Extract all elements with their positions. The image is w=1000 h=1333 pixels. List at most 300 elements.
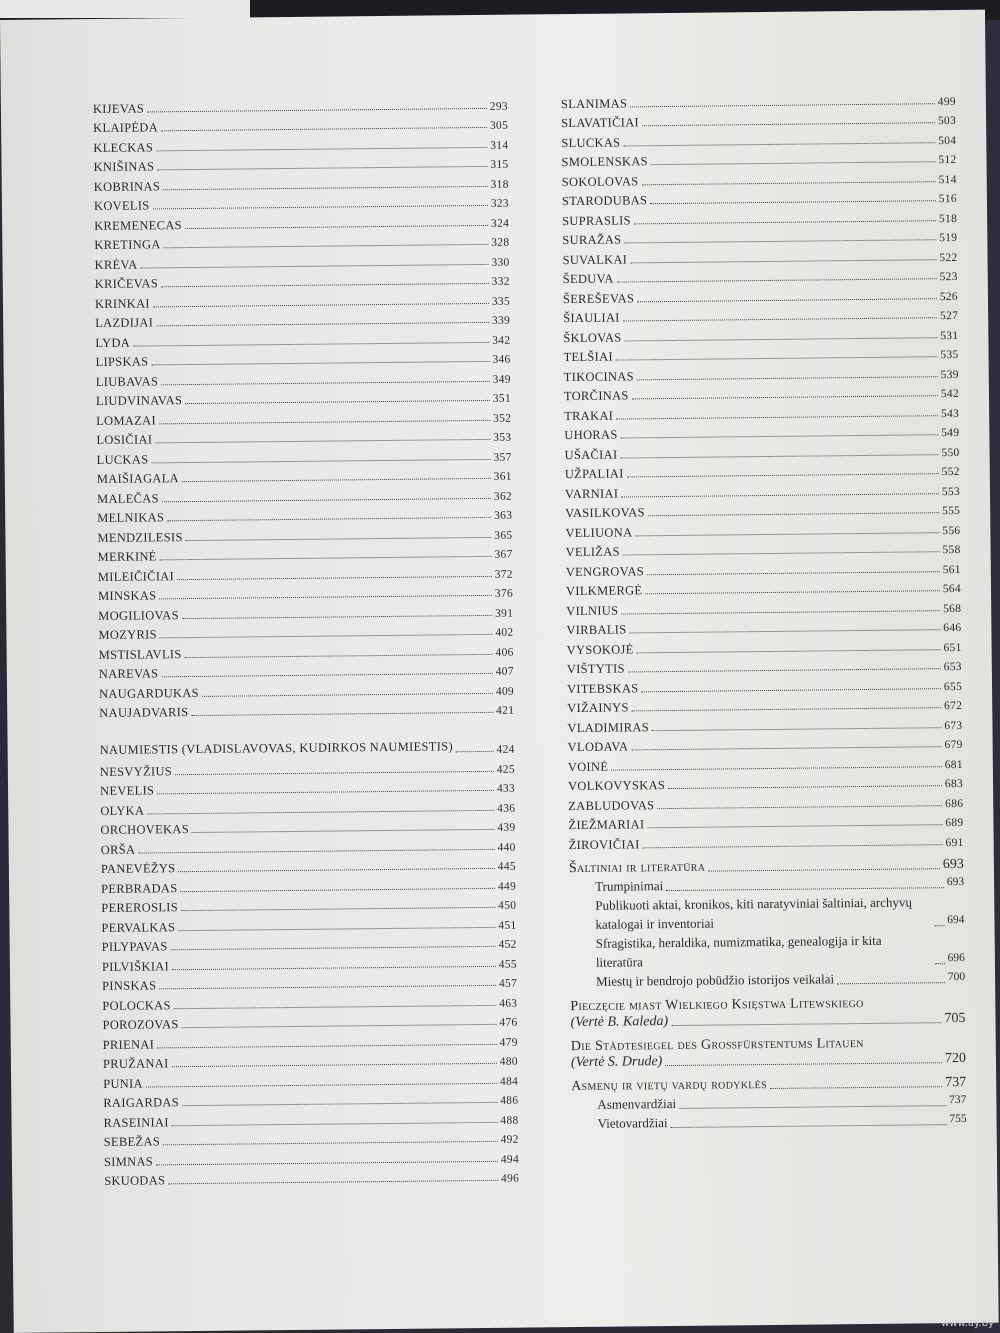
town-name: ORŠA — [100, 842, 136, 857]
page-number: 526 — [939, 290, 959, 303]
section-title: Asmenų ir vietų vardų rodyklės — [571, 1076, 767, 1094]
town-name: VLODAVA — [567, 739, 629, 755]
page-number: 755 — [949, 1112, 967, 1125]
page-number: 332 — [491, 275, 510, 288]
leader-dots — [182, 478, 491, 482]
leader-dots — [621, 610, 940, 614]
page-number: 463 — [499, 997, 518, 1010]
leader-dots — [156, 146, 487, 150]
town-name: KIJEVAS — [92, 100, 145, 116]
town-name: VARNIAI — [564, 486, 619, 501]
town-name: SEBEŽAS — [103, 1134, 161, 1149]
toc-entry — [104, 1165, 519, 1189]
leader-dots — [627, 473, 939, 477]
page-number: 492 — [500, 1133, 519, 1146]
leader-dots — [163, 185, 488, 189]
leader-dots — [637, 649, 941, 653]
leader-dots — [185, 400, 490, 404]
page-number: 527 — [939, 309, 959, 323]
page-number: 549 — [941, 426, 960, 440]
town-name: SUVALKAI — [562, 251, 628, 267]
subsection-title: Vietovardžiai — [597, 1114, 668, 1131]
leader-dots — [624, 239, 936, 243]
town-name: SLAVATIČIAI — [561, 115, 640, 131]
page-number: 433 — [496, 782, 516, 795]
town-name: VILKMERGĖ — [565, 583, 643, 599]
page-number: 449 — [497, 880, 517, 893]
page-number: 700 — [947, 970, 966, 983]
leader-dots — [181, 907, 495, 911]
town-name: SKUODAS — [104, 1173, 166, 1188]
leader-dots — [642, 688, 941, 692]
leader-dots — [164, 244, 489, 248]
leader-dots — [172, 1121, 498, 1125]
leader-dots — [157, 1043, 496, 1048]
town-name: LOSIČIAI — [96, 432, 153, 448]
town-name: RAIGARDAS — [103, 1095, 180, 1110]
page-number: 558 — [942, 543, 961, 557]
page-number: 568 — [942, 602, 962, 615]
town-name: KRĖVA — [94, 257, 138, 272]
town-name: ORCHOVEKAS — [100, 822, 189, 837]
subsection-title: Sfragistika, heraldika, numizmatika, genealogija ir kita literatūra — [595, 932, 882, 970]
town-name: KRIČEVAS — [94, 276, 159, 292]
page-number: 693 — [946, 875, 965, 888]
page-number: 480 — [499, 1055, 518, 1068]
page-number: 357 — [493, 451, 512, 464]
page-number: 494 — [500, 1153, 520, 1166]
town-name: NAUGARDUKAS — [98, 685, 199, 701]
leader-dots — [151, 361, 489, 366]
town-name: VOLKOVYSKAS — [567, 778, 666, 794]
leader-dots — [160, 556, 492, 560]
subsection-title: Trumpinimai — [595, 877, 664, 894]
leader-dots — [623, 551, 940, 555]
leader-dots — [157, 166, 487, 170]
section-title: Die Städtesiegel des Großfürstentums Litauen — [570, 1035, 864, 1054]
leader-dots — [182, 1024, 497, 1028]
town-name: MOZYRIS — [98, 627, 157, 643]
town-name: PINSKAS — [102, 978, 157, 993]
page-number: 681 — [944, 758, 963, 771]
page-number: 409 — [495, 685, 515, 698]
town-name: MALEČAS — [96, 490, 159, 506]
page-number: 523 — [939, 270, 958, 284]
page-number: 328 — [491, 236, 510, 249]
leader-dots — [631, 746, 941, 750]
leader-dots — [177, 575, 492, 579]
page-number: 694 — [947, 913, 965, 926]
leader-dots — [648, 512, 939, 516]
town-name: LOMAZAI — [96, 412, 157, 428]
town-name: TELŠIAI — [563, 349, 613, 365]
town-name: KLAIPĖDA — [93, 120, 159, 136]
leader-dots — [174, 1004, 496, 1008]
section-german-summary — [571, 1034, 966, 1070]
page-number: 436 — [497, 802, 516, 815]
leader-dots — [621, 434, 939, 438]
town-name: LIPSKAS — [95, 354, 149, 370]
town-name: UŠAČIAI — [564, 447, 618, 462]
page-number: 488 — [500, 1114, 519, 1127]
page-number: 512 — [938, 153, 957, 167]
page-number: 686 — [945, 797, 964, 810]
leader-dots — [643, 844, 943, 848]
page-number: 421 — [496, 704, 515, 717]
leader-dots — [161, 380, 489, 384]
leader-dots — [153, 205, 488, 210]
leader-dots — [185, 653, 493, 657]
leader-dots — [642, 181, 936, 185]
page-number: 720 — [944, 1050, 967, 1066]
page-number: 514 — [938, 173, 957, 186]
leader-dots — [634, 220, 936, 224]
leader-dots — [630, 259, 936, 263]
page-number: 522 — [939, 251, 958, 264]
town-name: LUCKAS — [96, 451, 149, 467]
leader-dots — [837, 982, 945, 984]
page-number: 352 — [492, 412, 512, 425]
leader-dots — [621, 493, 939, 497]
page-number: 457 — [498, 977, 518, 990]
town-name: VLADIMIRAS — [567, 719, 649, 735]
leader-dots — [668, 785, 942, 789]
town-name: PRIENAI — [102, 1036, 155, 1052]
page-number: 346 — [492, 353, 511, 366]
leader-dots — [146, 1082, 497, 1087]
leader-dots — [159, 595, 491, 599]
town-name: NESVYŽIUS — [99, 763, 173, 779]
page-number: 504 — [938, 134, 957, 147]
leader-dots — [628, 668, 941, 672]
town-name: ŠEREŠEVAS — [562, 290, 635, 306]
town-name: MOGILIOVAS — [98, 607, 179, 623]
town-name: NAUJADVARIS — [99, 705, 189, 720]
leader-dots — [202, 692, 493, 696]
town-name: ŠIAULIAI — [563, 310, 620, 326]
town-name: PANEVĖŽYS — [100, 861, 176, 876]
leader-dots — [679, 1105, 946, 1109]
page-number: 655 — [943, 680, 963, 693]
leader-dots — [616, 415, 938, 419]
town-name: PEREROSLIS — [101, 900, 179, 915]
leader-dots — [180, 887, 494, 891]
page-number: 561 — [942, 563, 961, 576]
leader-dots — [172, 965, 496, 969]
leader-dots — [645, 590, 940, 594]
page-number: 693 — [942, 856, 964, 872]
leader-dots — [171, 946, 496, 950]
leader-dots — [147, 107, 487, 112]
town-name: UŽPALIAI — [564, 466, 624, 482]
town-name: VIŽAINYS — [567, 700, 629, 716]
town-name: NEVELIS — [100, 783, 155, 798]
page-number: 646 — [943, 621, 962, 635]
leader-dots — [647, 824, 942, 828]
page-number: 367 — [494, 548, 513, 561]
town-name: ŽIEŽMARIAI — [568, 817, 645, 833]
town-name: PERVALKAS — [101, 919, 176, 935]
town-name: PERBRADAS — [101, 880, 178, 896]
town-name: SLUCKAS — [561, 135, 621, 150]
town-name: SOKOLOVAS — [561, 173, 639, 189]
page-number: 696 — [947, 951, 965, 964]
page-number: 531 — [940, 329, 959, 342]
town-name: PILYPAVAS — [101, 939, 168, 954]
leader-dots — [185, 224, 488, 228]
subsection-title: Publikuoti aktai, kronikos, kiti naratyviniai šaltiniai, archyvų katalogai ir inventoriai — [595, 893, 913, 932]
page-number: 564 — [942, 582, 962, 596]
town-name: KRINKAI — [94, 295, 150, 311]
leader-dots — [182, 614, 492, 618]
town-name: SURAŽAS — [562, 232, 622, 248]
page-number: 351 — [492, 392, 512, 405]
town-name: VENGROVAS — [565, 563, 645, 579]
leader-dots — [708, 868, 940, 871]
leader-dots — [186, 536, 492, 540]
town-name: VELIUONA — [565, 524, 633, 540]
toc-right-column — [561, 88, 967, 1133]
page-number: 391 — [495, 607, 514, 620]
page-number: 737 — [945, 1074, 967, 1090]
toc-left-column — [93, 93, 519, 1189]
town-name: SLANIMAS — [560, 95, 628, 111]
leader-dots — [647, 571, 940, 575]
town-name: KOBRINAS — [93, 178, 161, 194]
town-name: SIMNAS — [103, 1153, 154, 1169]
subsection-item — [597, 1109, 966, 1132]
town-name: STARODUBAS — [561, 193, 648, 209]
leader-dots — [620, 454, 938, 458]
page-number: 376 — [494, 587, 514, 600]
leader-dots — [147, 809, 494, 814]
town-name: SMOLENSKAS — [561, 154, 648, 170]
town-name: MELNIKAS — [97, 510, 165, 526]
subsection-item — [596, 929, 965, 971]
leader-dots — [192, 829, 494, 833]
page-number: 349 — [492, 373, 511, 386]
leader-dots — [616, 356, 938, 360]
subsection-title: Miestų ir bendrojo pobūdžio istorijos veikalai — [596, 970, 835, 989]
town-name: PRUŽANAI — [102, 1056, 169, 1071]
leader-dots — [153, 302, 489, 307]
page-number: 553 — [941, 485, 961, 498]
leader-dots — [168, 1180, 498, 1184]
toc-right-list — [561, 88, 964, 853]
town-name: LAZDIJAI — [95, 315, 154, 331]
section-title: Šaltiniai ir literatūra — [568, 859, 706, 876]
subsection-item — [595, 891, 964, 933]
town-name: VOINĖ — [567, 759, 609, 774]
leader-dots — [625, 337, 938, 341]
town-name: KRETINGA — [94, 237, 161, 253]
town-name: PUNIA — [103, 1076, 143, 1091]
page-number: 518 — [938, 212, 958, 225]
town-name: TIKOCINAS — [563, 368, 634, 384]
leader-dots — [161, 283, 489, 287]
page-number: 455 — [498, 958, 517, 971]
leader-dots — [637, 376, 938, 380]
town-name: NAUMIESTIS (VLADISLAVOVAS, KUDIRKOS NAUMIESTIS) — [99, 739, 453, 757]
leader-dots — [671, 1124, 947, 1128]
town-name: RASEINIAI — [103, 1114, 169, 1130]
leader-dots — [167, 517, 491, 521]
leader-dots — [651, 161, 935, 165]
town-name: KNIŠINAS — [93, 159, 155, 175]
leader-dots — [161, 673, 492, 677]
town-name: PILVIŠKIAI — [101, 958, 170, 974]
section-sources — [569, 856, 965, 990]
leader-dots — [665, 1062, 942, 1066]
page-number: 450 — [498, 899, 517, 912]
leader-dots — [456, 751, 494, 752]
town-name: MILEIČIČIAI — [97, 568, 175, 584]
town-name: MERKINĖ — [97, 549, 157, 565]
page-number: 342 — [492, 334, 511, 347]
leader-dots — [632, 395, 938, 399]
leader-dots — [133, 341, 489, 346]
page-number: 555 — [941, 504, 961, 518]
page-number: 503 — [937, 114, 957, 128]
town-name: ŠKLOVAS — [563, 330, 622, 345]
town-name: VYSOKOJĖ — [566, 641, 634, 657]
page-number: 543 — [940, 407, 960, 420]
town-name: KLECKAS — [93, 139, 154, 155]
page-number: 363 — [494, 509, 513, 522]
page-number: 535 — [940, 348, 959, 362]
leader-dots — [162, 497, 491, 501]
page-number: 479 — [499, 1036, 518, 1049]
leader-dots — [178, 868, 494, 872]
town-name: OLYKA — [100, 803, 145, 818]
page-number: 552 — [941, 465, 960, 479]
page-number: 691 — [945, 836, 964, 849]
page-number: 362 — [493, 490, 513, 503]
town-name: SUPRASLIS — [562, 212, 631, 228]
town-name: NAREVAS — [98, 666, 159, 682]
leader-dots — [156, 1160, 498, 1165]
leader-dots — [934, 925, 944, 926]
page-number: 451 — [498, 919, 517, 932]
page-number: 339 — [491, 314, 511, 327]
section-polish-summary — [570, 994, 965, 1030]
section-title: Pieczęcie miast Wielkiego Księstwa Litewskiego — [570, 995, 864, 1014]
leader-dots — [163, 1141, 498, 1146]
watermark: www.ay.by — [941, 1318, 994, 1329]
leader-dots — [172, 1063, 497, 1067]
leader-dots — [635, 532, 939, 536]
page-number: 314 — [490, 139, 509, 152]
leader-dots — [611, 766, 941, 770]
town-name: ŠEDUVA — [562, 271, 614, 287]
page-number: 406 — [495, 646, 514, 659]
leader-dots — [161, 127, 487, 131]
page-number: 653 — [943, 660, 962, 674]
leader-dots — [151, 458, 490, 463]
page-number: 361 — [493, 470, 512, 483]
leader-dots — [637, 298, 937, 302]
town-name: ZABLUDOVAS — [568, 797, 655, 813]
leader-dots — [657, 805, 942, 809]
town-name: VASILKOVAS — [565, 505, 645, 521]
toc-entry — [99, 717, 514, 760]
town-name: KREMENECAS — [94, 217, 182, 233]
town-name: KOVELIS — [93, 198, 150, 214]
leader-dots — [157, 790, 494, 795]
town-name: TORČINAS — [563, 388, 629, 404]
leader-dots — [666, 887, 944, 891]
town-name: UHORAS — [564, 427, 618, 443]
page-number: 542 — [940, 387, 960, 401]
page-number: 516 — [938, 192, 957, 206]
page-number: 323 — [490, 197, 510, 210]
town-name: LIUDVINAVAS — [95, 393, 183, 409]
page-number: 683 — [944, 777, 964, 791]
translator-note: (Vertė B. Kaleda) — [570, 1013, 669, 1030]
adjacent-page-edge — [0, 0, 250, 18]
page-number: 476 — [499, 1016, 518, 1029]
leader-dots — [652, 727, 941, 731]
town-name: MENDZILESIS — [97, 529, 183, 545]
page-number: 651 — [943, 641, 962, 654]
page-number: 452 — [498, 938, 517, 951]
town-name: VELIŽAS — [565, 544, 620, 560]
page-number: 445 — [497, 860, 516, 873]
leader-dots — [160, 634, 492, 638]
page-number: 705 — [944, 1010, 966, 1026]
page-number: 440 — [497, 841, 516, 854]
town-name: VILNIUS — [566, 603, 619, 618]
page-number: 305 — [489, 119, 509, 132]
page-number: 324 — [490, 217, 510, 230]
leader-dots — [770, 1086, 942, 1089]
town-name: VIRBALIS — [566, 622, 627, 638]
page-number: 402 — [495, 626, 514, 639]
section-index — [571, 1074, 967, 1132]
page-number: 737 — [949, 1093, 967, 1106]
page-number: 556 — [942, 524, 961, 537]
toc-entry — [569, 829, 964, 853]
leader-dots — [630, 103, 935, 107]
page-number: 486 — [500, 1094, 519, 1107]
leader-dots — [155, 439, 490, 444]
page-number: 365 — [494, 529, 513, 542]
leader-dots — [175, 770, 494, 774]
page-number: 679 — [944, 738, 963, 752]
page-number: 372 — [494, 568, 513, 581]
leader-dots — [178, 926, 495, 930]
leader-dots — [182, 1102, 497, 1106]
page-number: 672 — [944, 699, 963, 713]
page-number: 496 — [500, 1172, 520, 1185]
town-name: MSTISLAVLIS — [98, 646, 182, 662]
page-number: 425 — [496, 763, 515, 776]
subsection-title: Asmenvardžiai — [597, 1095, 677, 1112]
leader-dots — [671, 1022, 941, 1026]
town-name: POROZOVAS — [102, 1017, 179, 1032]
page-number: 484 — [499, 1075, 519, 1088]
town-name: ŽIROVIČIAI — [568, 836, 640, 852]
page-number: 439 — [497, 821, 516, 834]
page-number: 330 — [491, 256, 510, 269]
page-number: 315 — [490, 158, 509, 171]
town-name: VITEBSKAS — [566, 680, 639, 696]
page-number: 335 — [491, 295, 511, 308]
page-number: 293 — [489, 100, 508, 113]
town-name: TRAKAI — [564, 408, 614, 423]
leader-dots — [138, 848, 494, 853]
town-name: LYDA — [95, 335, 131, 350]
